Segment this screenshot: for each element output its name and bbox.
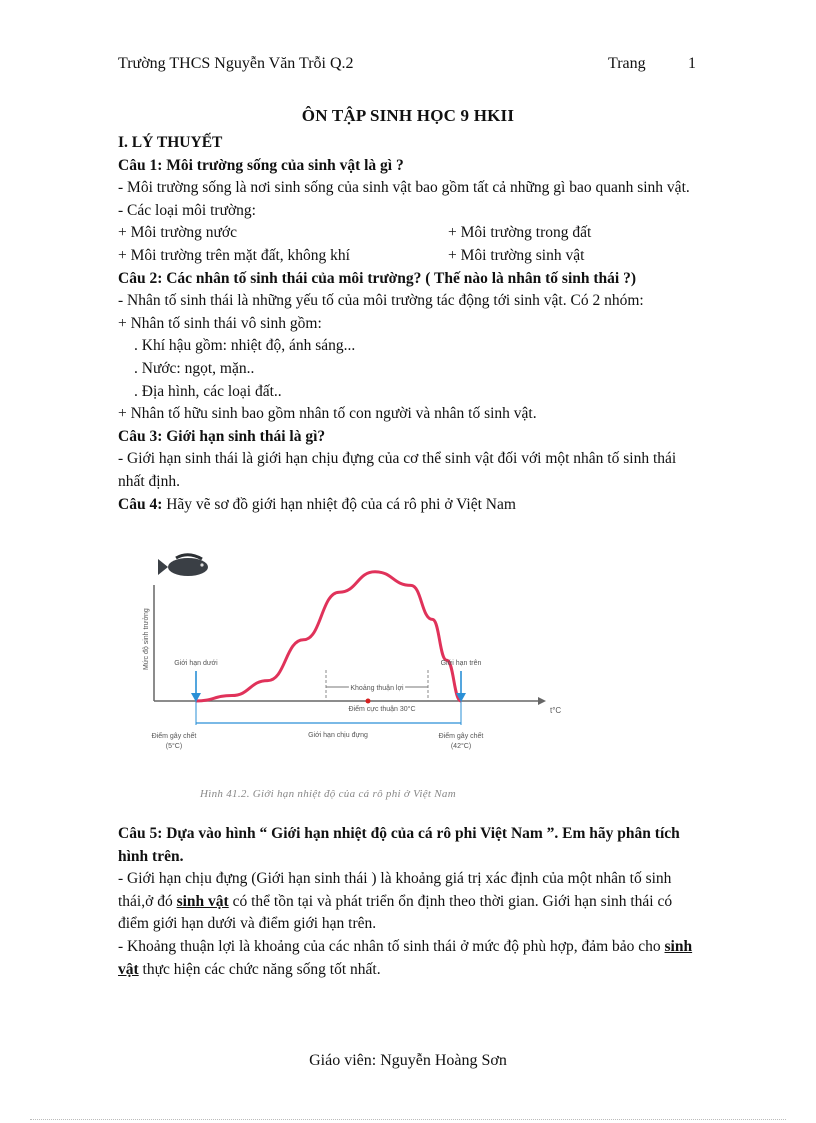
section-heading: I. LÝ THUYẾT bbox=[118, 134, 223, 151]
q5-text: - Giới hạn chịu đựng (Giới hạn sinh thái ) là khoảng giá trị xác định của một nhân tố sinh thái,ở đó bbox=[118, 870, 672, 910]
env-item: + Môi trường nước bbox=[118, 224, 237, 242]
death-high-label: Điểm gây chết bbox=[438, 733, 484, 740]
env-item: + Môi trường trong đất bbox=[448, 224, 592, 242]
q3-text: - Giới hạn sinh thái là giới hạn chịu đựng của cơ thể sinh vật đối với một nhân tố sinh thái nhất định. bbox=[118, 450, 677, 490]
optimum-label: Điểm cực thuận 30°C bbox=[348, 706, 416, 713]
env-item: + Môi trường sinh vật bbox=[448, 246, 585, 264]
fish-icon bbox=[158, 555, 208, 576]
x-axis-label: t°C bbox=[550, 706, 562, 715]
env-row bbox=[118, 222, 698, 245]
death-low-value: (5°C) bbox=[165, 743, 183, 750]
env-row bbox=[118, 245, 698, 268]
optimum-point bbox=[366, 699, 371, 704]
lower-limit-label: Giới hạn dưới bbox=[174, 660, 218, 667]
q5-block bbox=[118, 823, 700, 981]
q5-text: - Khoảng thuận lợi là khoảng của các nhân tố sinh thái ở mức độ phù hợp, đảm bảo cho bbox=[118, 937, 665, 955]
death-low-label: Điểm gây chết bbox=[151, 733, 197, 740]
footer-teacher: Giáo viên: Nguyễn Hoàng Sơn bbox=[309, 1052, 507, 1069]
q1-title: Câu 1: Môi trường sống của sinh vật là gì ? bbox=[118, 156, 404, 174]
q5-underline: sinh vật bbox=[118, 937, 693, 978]
q2-title: Câu 2: Các nhân tố sinh thái của môi trường? ( Thế nào là nhân tố sinh thái ?) bbox=[118, 269, 637, 287]
theory-body bbox=[118, 132, 698, 516]
header-page-number: 1 bbox=[688, 55, 696, 72]
page-bottom-divider bbox=[30, 1119, 786, 1120]
q2-line: + Nhân tố sinh thái vô sinh gồm: bbox=[118, 314, 322, 332]
q5-paragraph-1 bbox=[118, 868, 700, 936]
tolerance-label: Giới hạn chịu đựng bbox=[308, 732, 368, 739]
q2-line: . Khí hậu gồm: nhiệt độ, ánh sáng... bbox=[134, 337, 356, 355]
page-title: ÔN TẬP SINH HỌC 9 HKII bbox=[301, 106, 515, 125]
q4-text: Hãy vẽ sơ đồ giới hạn nhiệt độ của cá rô phi ở Việt Nam bbox=[166, 495, 516, 513]
temperature-limit-chart bbox=[118, 545, 598, 810]
q2-line: + Nhân tố hữu sinh bao gồm nhân tố con người và nhân tố sinh vật. bbox=[118, 405, 537, 423]
q5-paragraph-2 bbox=[118, 936, 700, 981]
y-axis-label: Mức độ sinh trưởng bbox=[143, 608, 150, 670]
death-high-value: (42°C) bbox=[450, 743, 472, 750]
q5-underline: sinh vật bbox=[176, 892, 229, 910]
q1-line: - Các loại môi trường: bbox=[118, 201, 256, 219]
chart-svg bbox=[118, 545, 598, 785]
env-item: + Môi trường trên mặt đất, không khí bbox=[118, 246, 350, 264]
header-school: Trường THCS Nguyễn Văn Trỗi Q.2 bbox=[118, 55, 354, 72]
q1-line: - Môi trường sống là nơi sinh sống của sinh vật bao gồm tất cả những gì bao quanh sinh vật. bbox=[118, 179, 690, 197]
q2-line: - Nhân tố sinh thái là những yếu tố của môi trường tác động tới sinh vật. Có 2 nhóm: bbox=[118, 292, 644, 310]
favorable-range-label: Khoảng thuận lợi bbox=[350, 685, 404, 692]
q2-line: . Địa hình, các loại đất.. bbox=[134, 382, 282, 400]
q5-text: thực hiện các chức năng sống tốt nhất. bbox=[138, 960, 381, 978]
q4-label: Câu 4: bbox=[118, 495, 163, 513]
q3-title: Câu 3: Giới hạn sinh thái là gì? bbox=[118, 427, 326, 445]
q5-text: có thể tồn tại và phát triển ổn định theo thời gian. Giới hạn sinh thái có điểm giới hạn dưới và điểm giới hạn trên. bbox=[118, 892, 673, 933]
growth-curve bbox=[196, 572, 461, 701]
q4-line bbox=[118, 494, 698, 517]
q5-title: Câu 5: Dựa vào hình “ Giới hạn nhiệt độ của cá rô phi Việt Nam ”. Em hãy phân tích hình trên. bbox=[118, 825, 680, 865]
figure-caption: Hình 41.2. Giới hạn nhiệt độ của cá rô phi ở Việt Nam bbox=[200, 788, 456, 800]
q2-line: . Nước: ngọt, mặn.. bbox=[134, 359, 255, 377]
header-page-label: Trang bbox=[608, 55, 646, 72]
upper-limit-label: Giới hạn trên bbox=[440, 660, 482, 667]
